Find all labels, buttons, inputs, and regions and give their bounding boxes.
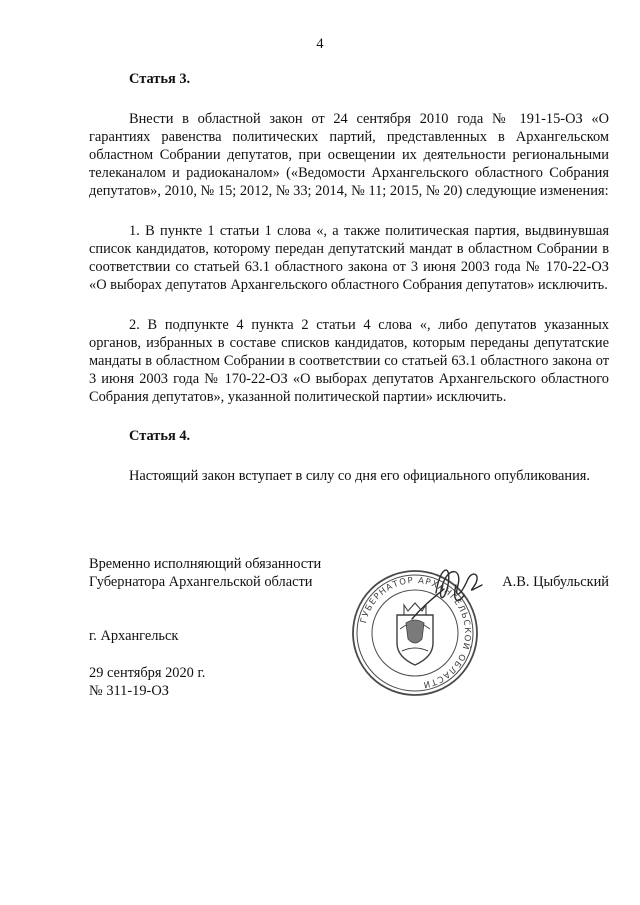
article-3-intro: Внести в областной закон от 24 сентября 2010 года № 191-15-ОЗ «О гарантиях равенства политических партий, представленных в Архангельском областном Собрании депутатов, при освещении их деятельности региональными телеканалом и радиоканалом» («Ведомости Архангельского областного Собрания депутатов», 2010, № 15; 2012, № 33; 2014, № 11; 2015, № 20) следующие изменения: <box>89 111 609 199</box>
date: 29 сентября 2020 г. <box>89 665 206 681</box>
law-number: № 311-19-ОЗ <box>89 683 169 699</box>
article-4-heading: Статья 4. <box>129 428 191 444</box>
article-4-text: Настоящий закон вступает в силу со дня его официального опубликования. <box>129 468 590 484</box>
document-body <box>89 71 609 485</box>
signer-name: А.В. Цыбульский <box>502 574 609 590</box>
page-number: 4 <box>316 36 324 52</box>
article-3-item-2: 2. В подпункте 4 пункта 2 статьи 4 слова «, либо депутатов указанных органов, избранных в составе списков кандидатов, которым переданы депутатские мандаты в областном Собрании в соответствии со статьей 63.1 областного закона от 3 июня 2003 года № 170-22-ОЗ «О выборах депутатов Архангельского областного Собрания депутатов», указанной политической партии» исключить. <box>89 317 609 405</box>
article-3-item-1: 1. В пункте 1 статьи 1 слова «, а также политическая партия, выдвинувшая список кандидатов, которому передан депутатский мандат в областном Собрании в соответствии со статьей 63.1 областного закона от 3 июня 2003 года № 170-22-ОЗ «О выборах депутатов Архангельского областного Собрания депутатов» исключить. <box>89 223 609 293</box>
stamp-text: ГУБЕРНАТОР АРХАНГЕЛЬСКОЙ ОБЛАСТИ <box>358 575 473 690</box>
article-3-heading: Статья 3. <box>129 71 191 87</box>
signer-position-line-2: Губернатора Архангельской области <box>89 574 313 590</box>
city: г. Архангельск <box>89 628 179 644</box>
signer-position-line-1: Временно исполняющий обязанности <box>89 556 322 572</box>
